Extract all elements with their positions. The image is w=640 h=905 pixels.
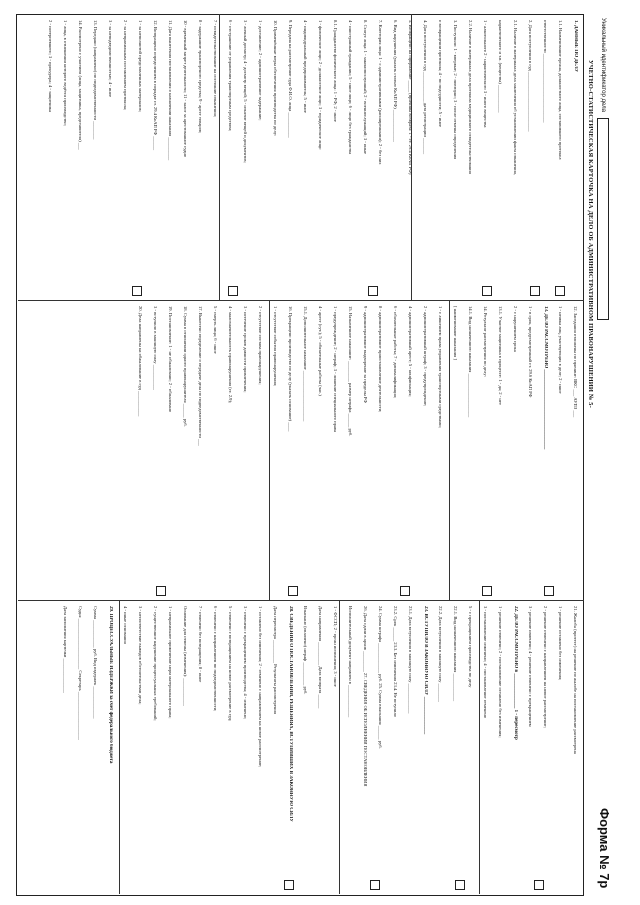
form-line: 29. ПРОЦЕССУАЛЬНЫЕ ИЗДЕРЖКИ за счёт федерального бюджета xyxy=(108,606,113,764)
form-line: 1 - неявка лиц, участвующих в деле; 2 - иное xyxy=(558,306,563,394)
form-line: 20. Дела направлены на обжалование в суд ___________ xyxy=(138,306,143,417)
form-line: Судья ______________________ Секретарь _____________________ xyxy=(78,606,83,740)
form-line: 1 - предупреждение; 2 - штраф; 3 - лишение специального права xyxy=(333,306,338,433)
checkbox-cell[interactable] xyxy=(530,286,540,296)
form-line: 26. Дата сдачи в архив _________ 27. СВЕДЕНИЯ ОБ ИСПОЛНЕНИИ ПОСТАНОВЛЕНИЯ xyxy=(363,606,368,787)
section-rule xyxy=(269,300,270,600)
form-line: 2 - за неправильным составлением протокола; xyxy=(123,20,128,111)
form-line: 11. Дата вынесения постановления о назначении наказания __________ xyxy=(168,20,173,161)
form-line: 3 - несоответствие выводов обстоятельствам дела; xyxy=(138,606,143,705)
section-rule xyxy=(411,14,412,300)
checkbox-cell[interactable] xyxy=(228,286,238,296)
checkbox-cell[interactable] xyxy=(132,286,142,296)
form-line: Дата заполнения карточки _______________ xyxy=(63,606,68,693)
form-line: 2. Дата поступления в суд __________________________ xyxy=(528,20,533,132)
form-line: 1 - алкогольного 2 - наркотического 3 - иного вещества xyxy=(483,20,488,128)
form-line: 8.1. Гражданство физического лица: 1 - РФ; 2 - иное xyxy=(333,20,338,122)
section-rule xyxy=(219,14,220,300)
checkbox-cell[interactable] xyxy=(555,286,565,296)
section-rule xyxy=(479,600,480,894)
form-line: 3 - личный досмотр; 4 - досмотр вещей; 5 - изъятие вещей и документов; xyxy=(243,20,248,163)
form-line: 14.1. Вид назначенного наказания ___________________ xyxy=(468,306,473,418)
form-line: 1 - ФССП; 2 - орган исполнения; 3 - иное xyxy=(333,606,338,687)
form-line: 2.2. Наличие в материалах дела протокола медицинского освидетельствования xyxy=(468,20,473,174)
checkbox-cell[interactable] xyxy=(400,586,410,596)
form-line: 2 - существенное нарушение процессуальных требований; xyxy=(153,606,158,721)
form-line: 22. ДЕЛО РАССМОТРЕНО в ______________ 1 - пересмотр xyxy=(513,606,518,740)
form-line: 28. СВЕДЕНИЯ О ПОСТАНОВЛЕНИИ, РЕШЕНИЯХ, ВСТУПИВШИХ В ЗАКОННУЮ СИЛУ xyxy=(288,606,293,823)
form-line: Взыскано (оплачено) штраф __________ руб. xyxy=(303,606,308,695)
form-line: 22.1. Вид назначенного наказания ____________ xyxy=(453,606,458,702)
checkbox-cell[interactable] xyxy=(156,586,166,596)
form-line: Исполнительный документ направлен в ______________ xyxy=(348,606,353,718)
column-1-lines xyxy=(47,20,578,296)
column-divider xyxy=(18,600,584,601)
section-rule xyxy=(339,600,340,894)
form-line: 14. Результат рассмотрения по делу: xyxy=(483,306,488,377)
form-line: 1 - с лишением права управления транспортными средствами; xyxy=(438,306,443,428)
form-line: 3 - отменено с прекращением производства; 4 - изменено; xyxy=(243,606,248,720)
column-3-lines xyxy=(62,606,578,890)
column-2 xyxy=(22,306,578,596)
form-line: наркотического и т.п. (вещества) ____________ xyxy=(498,20,503,113)
form-line: 24. Сумма штрафа _____________ руб. 25. Сумма взыскания ______ руб. xyxy=(378,606,383,749)
form-line: 8. Статус лица: 1 - законопослушный; 2 - военнослужащий; 3 - иные xyxy=(363,20,368,154)
form-line: 2.1. Наличие в материалах дела заключения об установлении факта опьянения, xyxy=(513,20,518,175)
column-1 xyxy=(22,20,578,296)
form-line: 5. Возвращено на оформление _____ (причины возврата: 1 - ст. 29.4 КоАП РФ) xyxy=(408,20,413,175)
form-line: 3 - истечение сроков давности привлечения; xyxy=(243,306,248,393)
form-line: 9. Передача на рассмотрение суда Ф.И.О. лица ___________ xyxy=(288,20,293,138)
section-rule xyxy=(119,600,120,894)
form-line: 1 - в срок, предусмотренный ст. 29.6 КоАП РФ xyxy=(528,306,533,398)
form-line: 23.1. Дата вступления в законную силу _____________ xyxy=(408,606,413,714)
form-line: Сумма ____________ руб. Вид издержек ______________ xyxy=(93,606,98,719)
form-line: 1 - решение оставлено без изменения; xyxy=(558,606,563,681)
form-line: 1 - за неполнотой представленных материалов; xyxy=(138,20,143,112)
form-line: 7. Категория лица: 1 - с административными (расширенными); 2 - без них xyxy=(378,20,383,165)
form-line: 12. Возвращено определением в порядке ст. 29.4 КоАП РФ ______ xyxy=(153,20,158,151)
form-line: 3 - за неподведомственностью; 4 - иное xyxy=(108,20,113,98)
form-line: 1 - отсутствие события правонарушения; xyxy=(273,306,278,387)
form-number: Форма № 7р xyxy=(597,808,612,889)
form-line: 15.1. Дополнительное наказание ______________________ xyxy=(303,306,308,422)
form-line: Дата пересмотра __________ Результаты рассмотрения xyxy=(273,606,278,714)
form-line: 14. Рассмотрено с участием (лица, защитника, представителя) ___ xyxy=(78,20,83,150)
form-line: 12. Заседания отложены по причине: ВКС ___ АУПЗ ___ xyxy=(573,306,578,418)
checkbox-cell[interactable] xyxy=(534,880,544,890)
form-line: 1 - неправильное применение норм материального права; xyxy=(168,606,173,719)
form-line: 2 - отсутствие состава правонарушения; xyxy=(258,306,263,385)
checkbox-cell[interactable] xyxy=(284,880,294,890)
form-line: 8 - административное приостановление деятельности; xyxy=(378,306,383,413)
form-line: 3. Поступило: 1 - впервые; 2 - повторно; 3 - после отмены определения xyxy=(453,20,458,160)
form-line: 19. Постановление: 1 - не обжаловано; 2 - обжаловано xyxy=(168,306,173,413)
form-line: 7 - освидетельствование на состояние опьянения; xyxy=(213,20,218,118)
form-line: 13. Передано (направлено) по подведомственности ________ xyxy=(93,20,98,140)
form-line: 6 - отменено с направлением по подведомственности; xyxy=(213,606,218,712)
form-line: 13.1. Участие защитника в процессе: 1 - да; 2 - нет xyxy=(498,306,503,405)
form-line: Основание для отмены (изменения): ____________ xyxy=(183,606,188,706)
form-line: 23.2. Срок ______ 23.3. Без изменения 23.4. Не вступило xyxy=(393,606,398,717)
form-line: 1 - решение отменено; 2 - постановление оставлено без изменения; xyxy=(498,606,503,738)
form-line: 6 - обязательные работы; 7 - дисквалификация; xyxy=(393,306,398,399)
checkbox-cell[interactable] xyxy=(544,586,554,596)
form-line: 13. ДЕЛО РАССМОТРЕНО ________________________________ xyxy=(543,306,548,450)
form-line: 22.2. Дата вступления в законную силу ________ xyxy=(438,606,443,702)
form-line: 2 - решение отменено с направлением на новое рассмотрение; xyxy=(543,606,548,728)
form-line: 21. Жалоба (протест) на решение по жалобе на постановление рассмотрена xyxy=(573,606,578,754)
form-line: 2 - административный штраф; 3 - предупреждение; xyxy=(423,306,428,407)
form-line: [ наименование наказания ] xyxy=(453,306,458,360)
form-line: 1 - физическое лицо; 2 - должностное лицо; 3 - юридическое лицо xyxy=(318,20,323,150)
form-line: 1.1. Наименование органа, должностного лица, составившего протокол xyxy=(558,20,563,160)
form-line: 5 - с прекращением производства по делу xyxy=(468,606,473,688)
column-divider xyxy=(18,300,584,301)
form-line: ответственности ______________________________ xyxy=(543,20,548,123)
form-line: 4 - административный арест; 5 - конфискация; xyxy=(408,306,413,397)
section-rule xyxy=(449,300,450,600)
form-line: 2 - с нарушением срока xyxy=(513,306,518,352)
form-line: 6 - отстранение от управления транспортным средством; xyxy=(228,20,233,132)
form-line: 7 - отменено без возвращения; 8 - иное xyxy=(198,606,203,683)
form-line: 16. Прекращено производство по делу (указать основание) ____ xyxy=(288,306,293,432)
form-line: 4 - малозначительность правонарушения (ст. 2.9); xyxy=(228,306,233,404)
form-line: 3 - вступило в законную силу ___________ xyxy=(153,306,158,390)
form-line: 6. Вид нарушения (указать статью КоАП РФ) ______________ xyxy=(393,20,398,142)
form-line: 4 - иностранный гражданин; 5 - иное лицо; 6 - лицо без гражданства xyxy=(348,20,353,155)
checkbox-cell[interactable] xyxy=(288,586,298,596)
column-2-lines xyxy=(137,306,578,596)
form-line: 3 - постановление изменено; 4 - постановление отменено xyxy=(483,606,488,719)
form-line: 15. Назначенное наказание: _________ размер штрафа ______ руб. xyxy=(348,306,353,437)
form-line: 18. Сумма в отношении одного правонарушителя ______ руб. xyxy=(183,306,188,427)
checkbox-cell[interactable] xyxy=(482,586,492,596)
form-line: 4 - индивидуальный предприниматель; 5 - иное xyxy=(303,20,308,113)
form-line: 23. ВСТУПИЛО В ЗАКОННУЮ СИЛУ _______________ xyxy=(423,606,428,735)
form-line: 5 - смерть лица; 6 - иное xyxy=(213,306,218,354)
form-line: 1. ДАННЫЕ ПО ДЕЛУ xyxy=(573,20,578,73)
checkbox-cell[interactable] xyxy=(455,880,465,890)
form-line: Дата направления __________ Дата возврата ______ xyxy=(318,606,323,709)
page-title: УЧЕТНО-СТАТИСТИЧЕСКАЯ КАРТОЧКА НА ДЕЛО ОБ АДМИНИСТРАТИВНОМ ПРАВОНАРУШЕНИИ № 5- xyxy=(587,60,594,409)
form-line: 1 - лица, в отношении которого ведётся производство; xyxy=(63,20,68,126)
form-line: 5 - отменено с возвращением на новое рассмотрение в суд; xyxy=(228,606,233,722)
form-line: 3 - решение изменено; 4 - решение отменено с прекращением xyxy=(528,606,533,727)
form-line: 1 - доставление; 2 - административное задержание; xyxy=(258,20,263,121)
form-line: 9 - административное выдворение за пределы РФ xyxy=(363,306,368,403)
form-line: 4 - иные основания xyxy=(123,606,128,644)
checkbox-cell[interactable] xyxy=(368,286,378,296)
form-line: 17. Вынесено определение о передаче дела по подведомственности ___ xyxy=(198,306,203,446)
form-line: 10. Применённые меры обеспечения производства по делу: xyxy=(273,20,278,137)
checkbox-cell[interactable] xyxy=(370,880,380,890)
form-line: 8 - задержание транспортного средства; 9 - арест товаров; xyxy=(198,20,203,134)
form-line: 10 - временный запрет деятельности; 11 - залог за арестованное судно xyxy=(183,20,188,158)
checkbox-cell[interactable] xyxy=(482,286,492,296)
form-line: 1 - оставлено без изменения; 2 - отменено с направлением на новое рассмотрение; xyxy=(258,606,263,768)
identifier-field[interactable] xyxy=(597,118,609,320)
form-line: о возвращении протокола; 4 - по подсудности; 5 - иное xyxy=(438,20,443,128)
form-line: 4 - арест (сут.); 5 - обязательные работы (час.) xyxy=(318,306,323,396)
column-3 xyxy=(22,606,578,890)
form-line: 2 - потерпевшего; 3 - прокурора; 4 - защитника xyxy=(48,20,53,112)
identifier-label: Уникальный идентификатор дела xyxy=(600,18,606,112)
form-line: 4. Дата поступления в суд _____________ дата регистрации _______ xyxy=(423,20,428,155)
